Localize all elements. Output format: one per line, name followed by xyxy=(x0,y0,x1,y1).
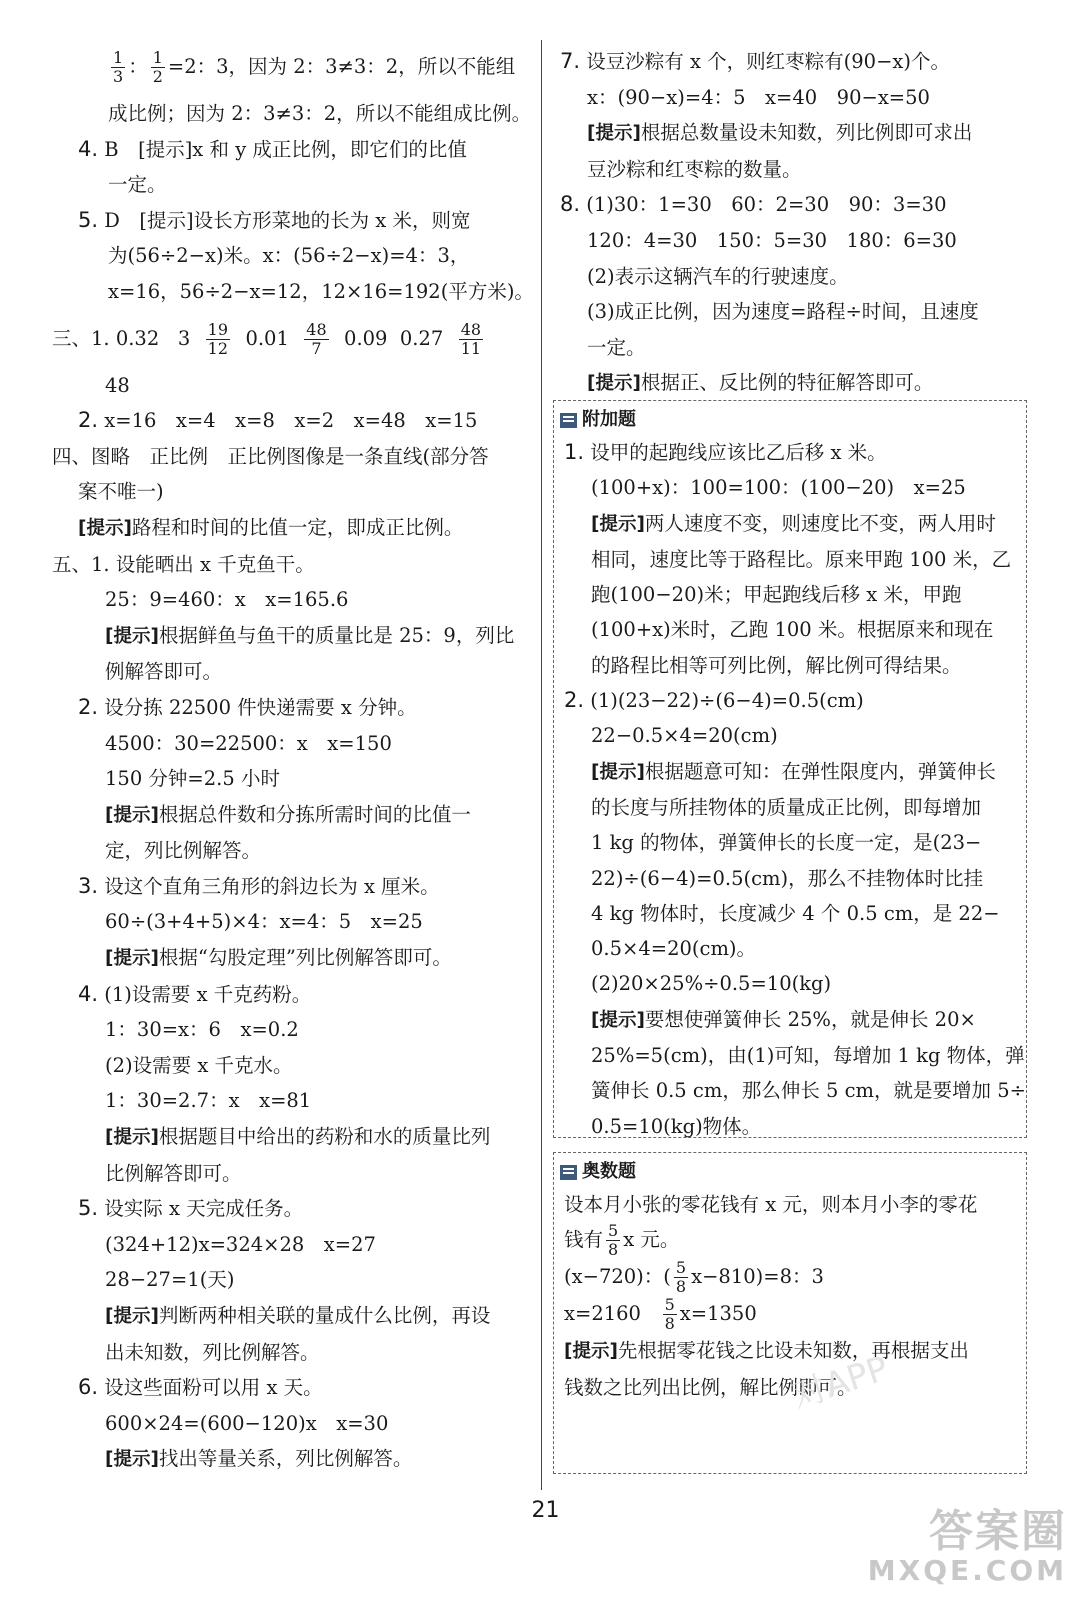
section-5-q2 xyxy=(78,690,540,726)
hint-label: [提示] xyxy=(78,517,132,539)
question-number: 3. xyxy=(78,873,99,898)
numerator: 5 xyxy=(675,1258,687,1278)
hint-line: [提示]先根据零花钱之比设未知数，再根据支出 xyxy=(564,1339,969,1363)
answer-text: (1)(23−22)÷(6−4)=0.5(cm) xyxy=(590,689,864,713)
question-number: 1. xyxy=(564,440,585,464)
question-5 xyxy=(78,203,540,239)
bonus-title xyxy=(560,405,1020,435)
bonus-title-text: 附加题 xyxy=(582,409,636,430)
question-8 xyxy=(560,187,1030,223)
section-4-line: 四、图略 正比例 正比例图像是一条直线(部分答 xyxy=(52,444,489,468)
answer-line xyxy=(564,1259,1020,1296)
fraction xyxy=(606,1222,620,1259)
list-icon xyxy=(560,413,577,428)
hint-line: [提示]根据总数量设未知数，列比例即可求出 xyxy=(587,121,973,145)
answer-value: 0.09 xyxy=(344,326,388,350)
right-column xyxy=(560,44,1030,402)
answer-text: x=16 x=4 x=8 x=2 x=48 x=15 xyxy=(104,409,478,433)
answer-value: 0.27 xyxy=(399,326,444,350)
denominator: 11 xyxy=(460,338,482,358)
answer-text: D [提示]设长方形菜地的长为 x 米，则宽 xyxy=(104,208,471,232)
answer-line: 的路程比相等可列比例，解比例可得结果。 xyxy=(591,653,962,677)
answer-line: 豆沙粽和红枣粽的数量。 xyxy=(587,157,802,181)
answer-line: 出未知数，列比例解答。 xyxy=(105,1340,320,1364)
denominator: 2 xyxy=(152,67,163,86)
question-number: 2. xyxy=(78,694,99,719)
answer-line: 25：9=460：x x=165.6 xyxy=(105,588,349,612)
answer-line: 定，列比例解答。 xyxy=(105,839,262,863)
hint-line: [提示]要想使弹簧伸长 25%，就是伸长 20× xyxy=(591,1007,976,1031)
watermark-app: 对APP xyxy=(787,1348,894,1418)
numerator: 1 xyxy=(152,48,163,67)
left-column xyxy=(52,38,540,1478)
answer-line: 的长度与所挂物体的质量成正比例，即每增加 xyxy=(591,795,982,819)
answer-line: 150 分钟=2.5 小时 xyxy=(105,767,280,791)
section-3-q2 xyxy=(78,403,540,439)
hint-line: [提示]判断两种相关联的量成什么比例，再设 xyxy=(105,1304,491,1327)
list-icon xyxy=(560,1165,577,1180)
hint-line: [提示]根据“勾股定理”列比例解答即可。 xyxy=(105,946,452,970)
fraction xyxy=(459,321,483,358)
denominator: 8 xyxy=(675,1277,687,1297)
answer-line: (2)表示这辆汽车的行驶速度。 xyxy=(587,264,849,288)
answer-text: 设实际 x 天完成任务。 xyxy=(104,1197,304,1221)
answer-line: 案不唯一) xyxy=(78,480,164,504)
answer-line: 48 xyxy=(105,373,130,397)
answer-value: 3 xyxy=(177,326,191,350)
answer-line: 簧伸长 0.5 cm，那么伸长 5 cm，就是要增加 5÷ xyxy=(591,1079,1026,1103)
question-number: 2. xyxy=(78,408,99,433)
answer-line: 4500：30=22500：x x=150 xyxy=(105,731,392,755)
denominator: 7 xyxy=(311,338,322,358)
answer-text: (1)30：1=30 60：2=30 90：3=30 xyxy=(586,193,947,217)
section-5-q4 xyxy=(78,977,540,1013)
answer-value: 0.32 xyxy=(115,326,160,350)
numerator: 19 xyxy=(207,319,229,339)
section-5-line: 五、1. 设能晒出 x 千克鱼干。 xyxy=(52,552,315,576)
hint-label: [提示] xyxy=(564,1341,618,1363)
colon: ： xyxy=(128,55,148,78)
answer-line: (324+12)x=324×28 x=27 xyxy=(105,1232,376,1256)
answer-line: (100+x)米时，乙跑 100 米。根据原来和现在 xyxy=(591,618,994,642)
page-number: 21 xyxy=(531,1498,560,1523)
olympiad-title xyxy=(560,1157,1020,1187)
hint-line: [提示]根据题意可知：在弹性限度内，弹簧伸长 xyxy=(591,759,996,783)
section-label: 三、1. xyxy=(52,326,110,350)
hint-label: [提示] xyxy=(591,761,645,783)
bonus-q1 xyxy=(564,435,1020,470)
answer-line: 0.5=10(kg)物体。 xyxy=(591,1114,762,1138)
answer-text: x=1350 xyxy=(679,1302,757,1326)
answer-line: 120：4=30 150：5=30 180：6=30 xyxy=(587,228,957,252)
fraction xyxy=(151,49,165,86)
fraction xyxy=(674,1259,688,1296)
question-number: 5. xyxy=(78,207,99,232)
numerator: 5 xyxy=(608,1221,619,1241)
answer-line: 600×24=(600−120)x x=30 xyxy=(105,1411,389,1435)
bonus-q2 xyxy=(564,683,1020,718)
hint-line: [提示]路程和时间的比值一定，即成正比例。 xyxy=(78,515,464,539)
watermark-title: 答案圈 xyxy=(929,1506,1067,1557)
answer-line: (2)20×25%÷0.5=10(kg) xyxy=(591,972,832,996)
section-5-q6 xyxy=(78,1370,540,1406)
numerator: 48 xyxy=(460,319,482,339)
answer-line: (100+x)：100=100：(100−20) x=25 xyxy=(591,476,966,500)
answer-line: 22−0.5×4=20(cm) xyxy=(591,724,778,748)
answer-text: 设豆沙粽有 x 个，则红枣粽有(90−x)个。 xyxy=(586,50,951,73)
section-3-line xyxy=(52,310,540,368)
question-4 xyxy=(78,132,540,168)
answer-text: 设这个直角三角形的斜边长为 x 厘米。 xyxy=(104,874,440,898)
answer-line xyxy=(564,1222,1020,1259)
numerator: 1 xyxy=(113,48,124,67)
hint-line: [提示]两人速度不变，则速度比不变，两人用时 xyxy=(591,511,996,535)
question-number: 6. xyxy=(78,1375,99,1400)
hint-label: [提示] xyxy=(587,373,641,395)
numerator: 48 xyxy=(306,319,327,339)
question-number: 8. xyxy=(560,192,581,217)
fraction xyxy=(663,1296,677,1333)
hint-label: [提示] xyxy=(591,513,645,535)
answer-line: 例解答即可。 xyxy=(105,660,223,684)
answer-line: x：(90−x)=4：5 x=40 90−x=50 xyxy=(587,85,930,109)
question-7 xyxy=(560,44,1030,80)
watermark-logo xyxy=(868,1508,1067,1586)
hint-label: [提示] xyxy=(105,625,159,647)
answer-line: 为(56÷2−x)米。x：(56÷2−x)=4：3， xyxy=(108,244,470,268)
question-number: 2. xyxy=(564,688,585,713)
answer-line: 1：30=2.7：x x=81 xyxy=(105,1089,312,1113)
question-number: 5. xyxy=(78,1196,99,1221)
hint-label: [提示] xyxy=(105,804,159,826)
answer-line: 相同，速度比等于路程比。原来甲跑 100 米，乙 xyxy=(591,547,1012,571)
answer-line: 0.5×4=20(cm)。 xyxy=(591,937,757,961)
answer-text: =2：3，因为 2：3≠3：2，所以不能组 xyxy=(167,55,516,78)
answer-value: 0.01 xyxy=(245,326,289,350)
answer-line: (3)成正比例，因为速度=路程÷时间，且速度 xyxy=(587,300,979,324)
hint-line: [提示]根据总件数和分拣所需时间的比值一 xyxy=(105,802,471,826)
denominator: 8 xyxy=(608,1240,619,1260)
denominator: 3 xyxy=(113,67,124,86)
answer-text: x−810)=8：3 xyxy=(691,1265,824,1289)
denominator: 12 xyxy=(207,338,229,358)
answer-line: 1 kg 的物体，弹簧伸长的长度一定，是(23− xyxy=(591,831,982,855)
hint-line: [提示]根据正、反比例的特征解答即可。 xyxy=(587,371,934,395)
answer-line: 60÷(3+4+5)×4：x=4：5 x=25 xyxy=(105,910,423,934)
answer-line: 一定。 xyxy=(108,173,167,197)
answer-text: (1)设需要 x 千克药粉。 xyxy=(104,982,312,1006)
watermark-url: MXQE.COM xyxy=(867,1554,1067,1587)
fraction xyxy=(304,321,328,358)
hint-label: [提示] xyxy=(591,1009,645,1031)
answer-text: (x−720)：( xyxy=(564,1265,671,1289)
question-number: 4. xyxy=(78,136,99,161)
answer-line: 跑(100−20)米；甲起跑线后移 x 米，甲跑 xyxy=(591,583,962,607)
answer-text: 设分拣 22500 件快递需要 x 分钟。 xyxy=(104,695,417,719)
fraction xyxy=(111,49,125,86)
section-5-q3 xyxy=(78,869,540,905)
hint-label: [提示] xyxy=(105,1127,159,1149)
answer-text: 设甲的起跑线应该比乙后移 x 米。 xyxy=(590,441,887,464)
hint-line: [提示]找出等量关系，列比例解答。 xyxy=(105,1447,413,1471)
hint-label: [提示] xyxy=(105,948,159,970)
answer-line: 一定。 xyxy=(587,335,646,359)
answer-line: 设本月小张的零花钱有 x 元，则本月小李的零花 xyxy=(564,1193,978,1216)
hint-line: [提示]根据鲜鱼与鱼干的质量比是 25：9，列比 xyxy=(105,623,515,647)
answer-text: x=2160 xyxy=(564,1302,641,1326)
answer-line xyxy=(78,38,540,96)
answer-line: 成比例；因为 2：3≠3：2，所以不能组成比例。 xyxy=(108,102,532,125)
answer-line: 28−27=1(天) xyxy=(105,1268,235,1292)
fraction xyxy=(206,321,230,358)
answer-line: 1：30=x：6 x=0.2 xyxy=(105,1018,299,1042)
answer-line xyxy=(564,1296,1020,1333)
answer-line: (2)设需要 x 千克水。 xyxy=(105,1053,293,1077)
answer-text: 钱有 xyxy=(564,1228,604,1252)
answer-line: 25%=5(cm)，由(1)可知，每增加 1 kg 物体，弹 xyxy=(591,1044,1025,1068)
section-5-q5 xyxy=(78,1191,540,1227)
answer-text: 设这些面粉可以用 x 天。 xyxy=(104,1376,323,1400)
column-divider xyxy=(541,40,542,1490)
bonus-problems-box xyxy=(553,400,1027,1138)
question-number: 4. xyxy=(78,981,99,1006)
answer-text: x 元。 xyxy=(623,1228,680,1252)
hint-label: [提示] xyxy=(587,123,641,145)
answer-text: B [提示]x 和 y 成正比例，即它们的比值 xyxy=(104,137,467,161)
hint-label: [提示] xyxy=(105,1306,159,1327)
answer-line: x=16，56÷2−x=12，12×16=192(平方米)。 xyxy=(108,279,534,303)
answer-line: 22)÷(6−4)=0.5(cm)，那么不挂物体时比挂 xyxy=(591,866,984,890)
question-number: 7. xyxy=(560,49,581,73)
olympiad-title-text: 奥数题 xyxy=(582,1161,636,1182)
answer-line: 钱数之比列出比例，解比例即可。 xyxy=(564,1375,857,1399)
hint-line: [提示]根据题目中给出的药粉和水的质量比列 xyxy=(105,1125,491,1149)
denominator: 8 xyxy=(664,1314,675,1334)
olympiad-box xyxy=(553,1152,1027,1474)
answer-line: 4 kg 物体时，长度减少 4 个 0.5 cm，是 22− xyxy=(591,901,1000,925)
answer-line: 比例解答即可。 xyxy=(105,1161,242,1185)
numerator: 5 xyxy=(664,1295,675,1315)
hint-label: [提示] xyxy=(105,1449,159,1471)
